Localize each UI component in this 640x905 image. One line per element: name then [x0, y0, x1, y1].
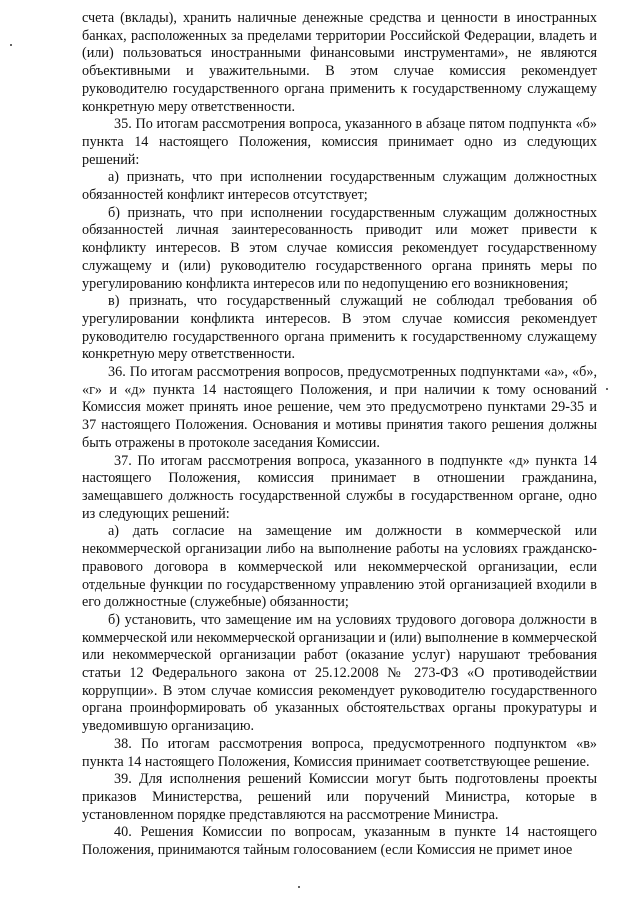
paragraph-37-a: а) дать согласие на замещение им должности в коммерческой или некоммерческой организации либо на выполнение работы на условиях гражданско-правового договора в коммерческой или некоммерческой организации, если отдельные функции по государственному управлению этой организацией входили в его должностные (служебные) обязанности; — [82, 523, 597, 611]
paragraph-35-c: в) признать, что государственный служащий не соблюдал требования об урегулировании конфликта интересов. В этом случае комиссия рекомендует руководителю государственного органа применить к государственному служащему конкретную меру ответственности. — [82, 293, 597, 363]
paragraph-35: 35. По итогам рассмотрения вопроса, указанного в абзаце пятом подпункта «б» пункта 14 настоящего Положения, комиссия принимает одно из следующих решений: — [82, 116, 597, 168]
scan-speck — [606, 388, 608, 390]
paragraph-36: 36. По итогам рассмотрения вопросов, предусмотренных подпунктами «а», «б», «г» и «д» пункта 14 настоящего Положения, и при наличии к тому оснований Комиссия может принять иное решение, чем это предусмотрено пунктами 29-35 и 37 настоящего Положения. Основания и мотивы принятия такого решения должны быть отражены в протоколе заседания Комиссии. — [82, 364, 597, 451]
paragraph-35-a: а) признать, что при исполнении государственным служащим должностных обязанностей конфликт интересов отсутствует; — [82, 169, 597, 204]
paragraph-40: 40. Решения Комиссии по вопросам, указанным в пункте 14 настоящего Положения, принимаются тайным голосованием (если Комиссия не примет иное — [82, 824, 597, 859]
scan-speck — [298, 886, 300, 888]
paragraph-38: 38. По итогам рассмотрения вопроса, предусмотренного подпунктом «в» пункта 14 настоящего Положения, Комиссия принимает соответствующее решение. — [82, 735, 597, 770]
paragraph-39: 39. Для исполнения решений Комиссии могут быть подготовлены проекты приказов Министерства, решений или поручений Министра, которые в установленном порядке представляются на рассмотрение Министра. — [82, 771, 597, 823]
paragraph-35-b: б) признать, что при исполнении государственным служащим должностных обязанностей личная заинтересованность приводит или может привести к конфликту интересов. В этом случае комиссия рекомендует государственному служащему и (или) руководителю государственного органа принять меры по урегулированию конфликта интересов или по недопущению его возникновения; — [82, 204, 597, 292]
paragraph-37: 37. По итогам рассмотрения вопроса, указанного в подпункте «д» пункта 14 настоящего Положения, комиссия принимает в отношении гражданина, замещавшего должность государственной службы в государственном органе, одно из следующих решений: — [82, 452, 597, 522]
paragraph-34-continuation: счета (вклады), хранить наличные денежные средства и ценности в иностранных банках, расположенных за пределами территории Российской Федерации, владеть и (или) пользоваться иностранными финансовыми инструментами», не являются объективными и уважительными. В этом случае комиссия рекомендует руководителю государственного органа применить к государственному служащему конкретную меру ответственности. — [82, 10, 597, 115]
scan-speck — [10, 44, 12, 46]
paragraph-37-b: б) установить, что замещение им на условиях трудового договора должности в коммерческой или некоммерческой организации и (или) выполнение в коммерческой или некоммерческой организации работ (оказание услуг) нарушают требования статьи 12 Федерального закона от 25.12.2008 № 273-ФЗ «О противодействии коррупции». В этом случае комиссия рекомендует руководителю государственного органа проинформировать об указанных обстоятельствах органы прокуратуры и уведомившую организацию. — [82, 611, 597, 735]
document-body — [82, 10, 597, 860]
